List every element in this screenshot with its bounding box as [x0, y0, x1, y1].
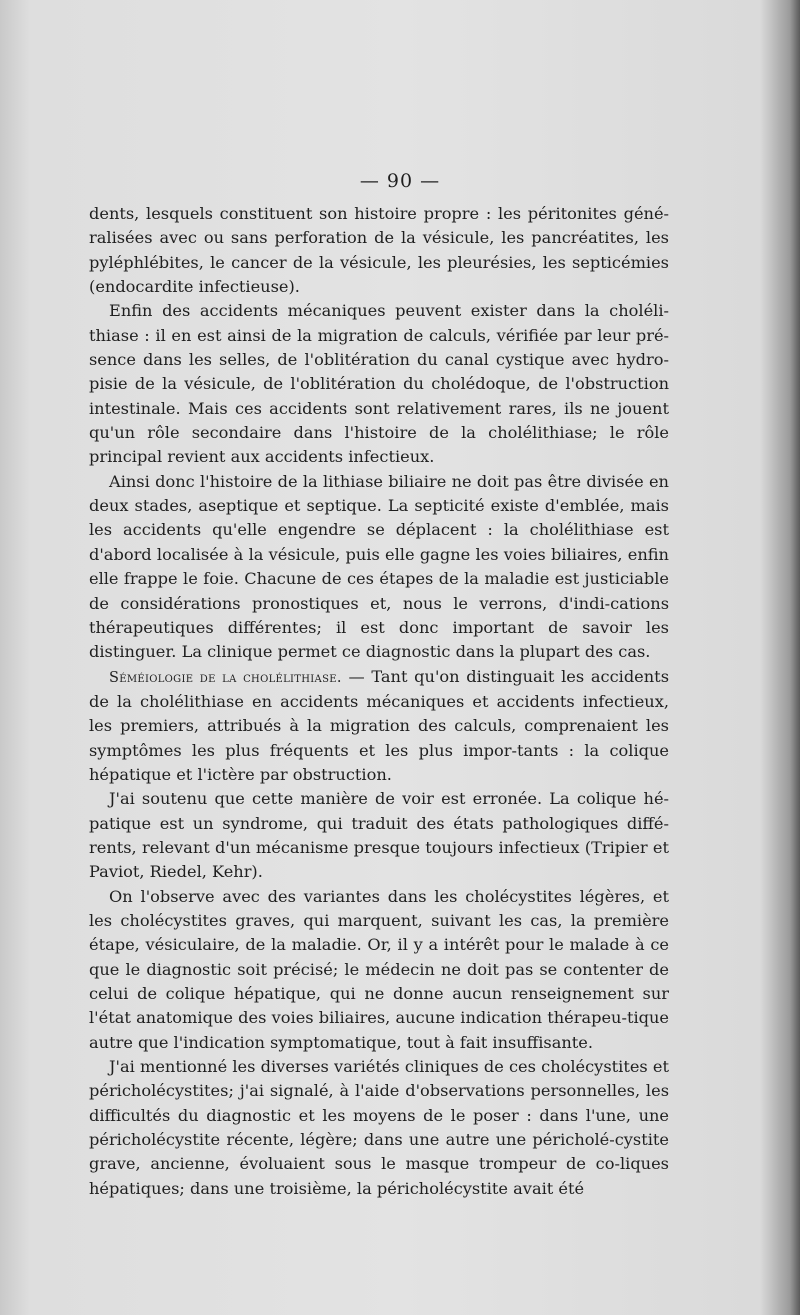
paragraph-semeiology — [89, 665, 669, 788]
paragraph-semeiology-text: — Tant qu'on distinguait les accidents de la cholélithiase en accidents mécaniques et accidents infectieux, les premiers, attribués à la migration des calculs, comprenaient les symptômes les plus fréquents et les plus impor-tants : la colique hépatique et l'ictère par obstruction. — [89, 666, 669, 784]
page-number: — 90 — — [359, 170, 441, 192]
paragraph-clinical-varieties: J'ai mentionné les diverses variétés cliniques de ces cholécystites et péricholécystites; j'ai signalé, à l'aide d'observations personnelles, les difficultés du diagnostic et les moyens de le poser : dans l'une, une péricholécystite récente, légère; dans une autre une péricholé-cystite grave, ancienne, évoluaient sous le masque trompeur de co-liques hépatiques; dans une troisième, la péricholécystite avait été — [89, 1057, 669, 1198]
paragraph-colic-syndrome: J'ai soutenu que cette manière de voir est erronée. La colique hé-patique est un syndrome, qui traduit des états pathologiques diffé-rents, relevant d'un mécanisme presque toujours infectieux (Tripier et Paviot, Riedel, Kehr). — [89, 789, 669, 882]
paragraph-continuation: dents, lesquels constituent son histoire propre : les péritonites géné-ralisées avec ou sans perforation de la vésicule, les pancréatites, les pyléphlébites, le cancer de la vésicule, les pleurésies, les septicémies (endocardite infectieuse). — [89, 204, 669, 297]
paragraph-mechanical-accidents: Enfin des accidents mécaniques peuvent exister dans la choléli-thiase : il en est ainsi de la migration de calculs, vérifiée par leur pré-sence dans les selles, de l'oblitération du canal cystique avec hydro-pisie de la vésicule, de l'oblitération du cholédoque, de l'obstruction intestinale. Mais ces accidents sont relativement rares, ils ne jouent qu'un rôle secondaire dans l'histoire de la cholélithiase; le rôle principal revient aux accidents infectieux. — [89, 301, 669, 467]
paragraph-cholecystitis-variants: On l'observe avec des variantes dans les cholécystites légères, et les cholécystites graves, qui marquent, suivant les cas, la première étape, vésiculaire, de la maladie. Or, il y a intérêt pour le malade à ce que le diagnostic soit précisé; le médecin ne doit pas se contenter de celui de colique hépatique, qui ne donne aucun renseignement sur l'état anatomique des voies biliaires, aucune indication thérapeu-tique autre que l'indication symptomatique, tout à fait insuffisante. — [89, 886, 669, 1052]
body-text — [89, 202, 669, 1201]
paragraph-lithiasis-stages: Ainsi donc l'histoire de la lithiase biliaire ne doit pas être divisée en deux stades, aseptique et septique. La septicité existe d'emblée, mais les accidents qu'elle engendre se déplacent : la cholélithiase est d'abord localisée à la vésicule, puis elle gagne les voies biliaires, enfin elle frappe le foie. Chacune de ces étapes de la maladie est justiciable de considérations pronostiques et, nous le verrons, d'indi-cations thérapeutiques différentes; il est donc important de savoir les distinguer. La clinique permet ce diagnostic dans la plupart des cas. — [89, 471, 669, 662]
section-heading: Séméiologie de la cholélithiase. — [109, 669, 342, 686]
